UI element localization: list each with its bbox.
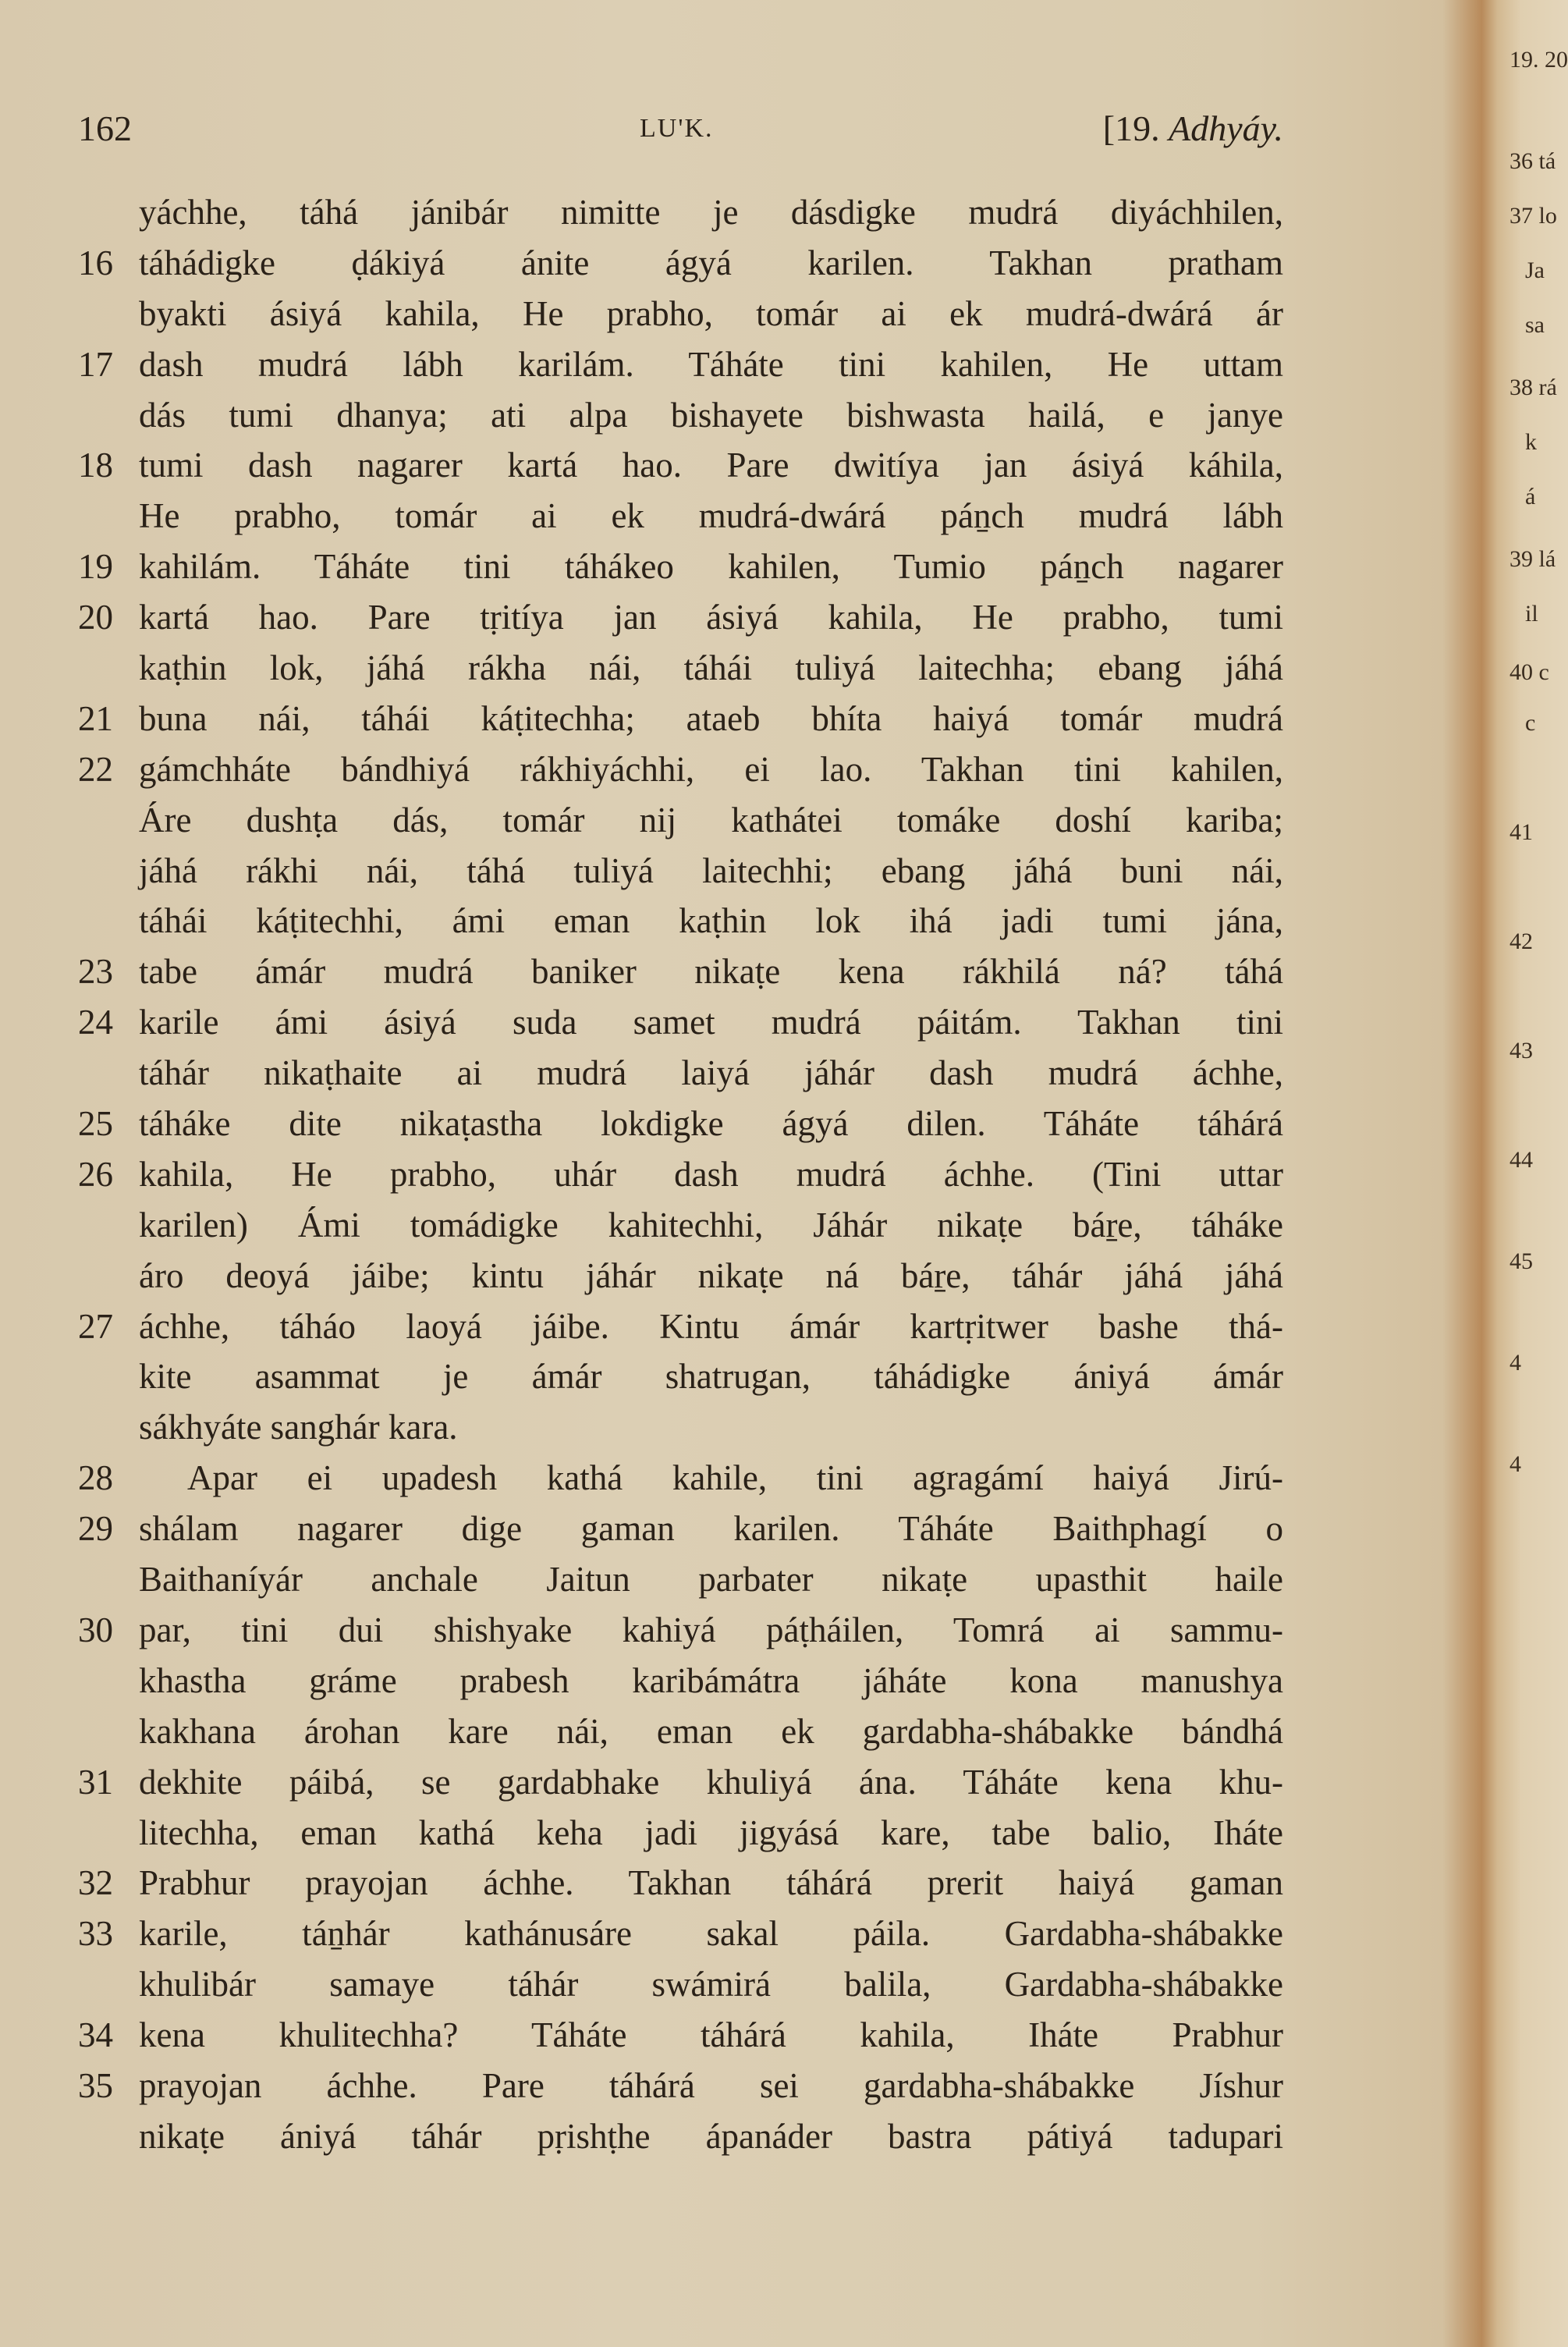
- verse-number: 33: [78, 1914, 113, 1954]
- line-text: byakti ásiyá kahila, He prabho, tomár ai ek mudrá-dwárá ár: [139, 293, 1283, 333]
- line-text: Baithaníyár anchale Jaitun parbater nikaṭe upasthit haile: [139, 1560, 1283, 1600]
- text-line: [78, 846, 1283, 897]
- text-line: [78, 2111, 1283, 2162]
- fragment-text: 40 c: [1509, 659, 1549, 685]
- line-text: táháke dite nikaṭastha lokdigke ágyá dilen. Táháte táhárá: [139, 1104, 1283, 1144]
- line-text: kahilám. Táháte tini táhákeo kahilen, Tumio páṉch nagarer: [139, 547, 1283, 587]
- text-line: [78, 1200, 1283, 1251]
- line-text: tumi dash nagarer kartá hao. Pare dwitíya jan ásiyá káhila,: [139, 446, 1283, 485]
- line-text: tabe ámár mudrá baniker nikaṭe kena rákhilá ná? táhá: [139, 952, 1283, 992]
- verse-number: 16: [78, 243, 113, 282]
- running-title: LU'K.: [640, 114, 714, 143]
- chapter-word: Adhyáy.: [1169, 108, 1283, 148]
- line-text: áro deoyá jáibe; kintu jáhár nikaṭe ná báṟe, táhár jáhá jáhá: [139, 1255, 1283, 1295]
- text-line: [78, 390, 1283, 441]
- fragment-text: 43: [1509, 1038, 1533, 1063]
- text-line: [78, 289, 1283, 339]
- verse-number: 31: [78, 1762, 113, 1802]
- fragment-text: 4: [1509, 1350, 1521, 1376]
- page-body-text: [78, 187, 1283, 2162]
- fragment-text: 37 lo: [1509, 203, 1557, 229]
- fragment-text: 36 tá: [1509, 148, 1556, 174]
- fragment-text: 42: [1509, 929, 1533, 954]
- text-line: [78, 440, 1283, 491]
- text-line: [78, 339, 1283, 390]
- line-text: dekhite páibá, se gardabhake khuliyá ána. Táháte kena khu-: [139, 1762, 1283, 1802]
- verse-number: 18: [78, 446, 113, 485]
- text-line: [78, 187, 1283, 238]
- text-line: [78, 491, 1283, 541]
- text-line: [78, 2061, 1283, 2111]
- line-text: karile ámi ásiyá suda samet mudrá páitám. Takhan tini: [139, 1003, 1283, 1042]
- page-number: 162: [78, 108, 132, 148]
- text-line: [78, 1757, 1283, 1808]
- verse-number: 21: [78, 698, 113, 738]
- text-line: [78, 1251, 1283, 1301]
- text-line: [78, 744, 1283, 795]
- line-text: litechha, eman kathá keha jadi jigyásá kare, tabe balio, Iháte: [139, 1813, 1283, 1852]
- line-text: kite asammat je ámár shatrugan, táhádigke ániyá ámár: [139, 1357, 1283, 1397]
- fragment-text: 45: [1509, 1248, 1533, 1274]
- line-text: sákhyáte sanghár kara.: [139, 1408, 458, 1447]
- line-text: kahila, He prabho, uhár dash mudrá áchhe. (Tini uttar: [139, 1154, 1283, 1194]
- line-text: karilen) Ámi tomádigke kahitechhi, Jáhár nikaṭe báṟe, táháke: [139, 1205, 1283, 1245]
- verse-number: 24: [78, 1003, 113, 1042]
- fragment-text: 41: [1509, 819, 1533, 845]
- fragment-text: 19. 20: [1509, 47, 1568, 73]
- verse-number: 32: [78, 1863, 113, 1903]
- line-text: kaṭhin lok, jáhá rákha nái, táhái tuliyá laitechha; ebang jáhá: [139, 648, 1283, 688]
- verse-number: 20: [78, 598, 113, 637]
- text-line: [78, 1605, 1283, 1656]
- verse-number: 27: [78, 1306, 113, 1346]
- fragment-text: 44: [1509, 1147, 1533, 1173]
- verse-number: 19: [78, 547, 113, 587]
- line-text: prayojan áchhe. Pare táhárá sei gardabha-shábakke Jíshur: [139, 2065, 1283, 2105]
- fragment-text: il: [1525, 601, 1538, 627]
- line-text: He prabho, tomár ai ek mudrá-dwárá páṉch mudrá lábh: [139, 496, 1283, 536]
- line-text: kena khulitechha? Táháte táhárá kahila, Iháte Prabhur: [139, 2015, 1283, 2055]
- text-line: [78, 1351, 1283, 1402]
- text-line: [78, 2010, 1283, 2061]
- verse-number: 35: [78, 2065, 113, 2105]
- line-text: buna nái, táhái káṭitechha; ataeb bhíta haiyá tomár mudrá: [139, 698, 1283, 738]
- fragment-text: á: [1525, 484, 1536, 510]
- fragment-text: k: [1525, 429, 1537, 455]
- line-text: khulibár samaye táhár swámirá balila, Gardabha-shábakke: [139, 1965, 1283, 2004]
- line-text: táhádigke ḍákiyá ánite ágyá karilen. Takhan pratham: [139, 243, 1283, 282]
- text-line: [78, 1504, 1283, 1554]
- line-text: kakhana árohan kare nái, eman ek gardabha-shábakke bándhá: [139, 1711, 1283, 1751]
- text-line: [78, 997, 1283, 1048]
- verse-number: 26: [78, 1154, 113, 1194]
- text-line: [78, 946, 1283, 997]
- line-text: táhái káṭitechhi, ámi eman kaṭhin lok ihá jadi tumi jána,: [139, 901, 1283, 941]
- line-text: kartá hao. Pare tṛitíya jan ásiyá kahila, He prabho, tumi: [139, 598, 1283, 637]
- text-line: [78, 1554, 1283, 1605]
- text-line: [78, 1048, 1283, 1099]
- verse-number: 23: [78, 952, 113, 992]
- verse-number: 28: [78, 1458, 113, 1498]
- text-line: [78, 592, 1283, 643]
- chapter-number: [19.: [1102, 108, 1160, 148]
- line-text: gámchháte bándhiyá rákhiyáchhi, ei lao. Takhan tini kahilen,: [139, 749, 1283, 789]
- line-text: dash mudrá lábh karilám. Táháte tini kahilen, He uttam: [139, 344, 1283, 384]
- fragment-text: sa: [1525, 312, 1545, 338]
- text-line: [78, 1301, 1283, 1352]
- chapter-heading: [1103, 108, 1283, 149]
- verse-number: 22: [78, 749, 113, 789]
- text-line: [78, 1908, 1283, 1959]
- text-line: [78, 1099, 1283, 1149]
- fragment-text: 38 rá: [1509, 375, 1557, 400]
- line-text: dás tumi dhanya; ati alpa bishayete bishwasta hailá, e janye: [139, 395, 1283, 435]
- text-line: [78, 1858, 1283, 1908]
- line-text: Áre dushṭa dás, tomár nij kathátei tomáke doshí kariba;: [139, 800, 1283, 840]
- text-line: [78, 238, 1283, 289]
- text-line: [78, 896, 1283, 946]
- text-line: [78, 643, 1283, 694]
- line-text: nikaṭe ániyá táhár pṛishṭhe ápanáder bastra pátiyá tadupari: [139, 2116, 1283, 2156]
- line-text: Prabhur prayojan áchhe. Takhan táhárá prerit haiyá gaman: [139, 1863, 1283, 1903]
- line-text: táhár nikaṭhaite ai mudrá laiyá jáhár dash mudrá áchhe,: [139, 1053, 1283, 1093]
- fragment-text: 39 lá: [1509, 546, 1556, 572]
- verse-number: 25: [78, 1104, 113, 1144]
- text-line: [78, 1402, 1283, 1453]
- verse-number: 30: [78, 1610, 113, 1649]
- line-text: áchhe, táháo laoyá jáibe. Kintu ámár kartṛitwer bashe thá-: [139, 1306, 1283, 1346]
- text-line: [78, 1149, 1283, 1200]
- line-text: karile, táṉhár kathánusáre sakal páila. Gardabha-shábakke: [139, 1914, 1283, 1954]
- text-line: [78, 1808, 1283, 1859]
- text-line: [78, 694, 1283, 744]
- text-line: [78, 1656, 1283, 1706]
- verse-number: 17: [78, 344, 113, 384]
- verse-number: 34: [78, 2015, 113, 2055]
- line-text: yáchhe, táhá jánibár nimitte je dásdigke mudrá diyáchhilen,: [139, 193, 1283, 232]
- verse-number: 29: [78, 1509, 113, 1549]
- fragment-text: Ja: [1525, 257, 1545, 283]
- text-line: [78, 795, 1283, 846]
- line-text: Apar ei upadesh kathá kahile, tini agragámí haiyá Jirú-: [187, 1458, 1283, 1498]
- text-line: [78, 1453, 1283, 1504]
- fragment-text: 4: [1509, 1451, 1521, 1477]
- line-text: par, tini dui shishyake kahiyá páṭháilen, Tomrá ai sammu-: [139, 1610, 1283, 1649]
- fragment-text: c: [1525, 710, 1536, 736]
- text-line: [78, 1959, 1283, 2010]
- line-text: shálam nagarer dige gaman karilen. Táháte Baithphagí o: [139, 1509, 1283, 1549]
- line-text: jáhá rákhi nái, táhá tuliyá laitechhi; ebang jáhá buni nái,: [139, 850, 1283, 890]
- line-text: khastha gráme prabesh karibámátra jáháte kona manushya: [139, 1660, 1283, 1700]
- text-line: [78, 541, 1283, 592]
- page-header: [78, 108, 1283, 154]
- text-line: [78, 1706, 1283, 1757]
